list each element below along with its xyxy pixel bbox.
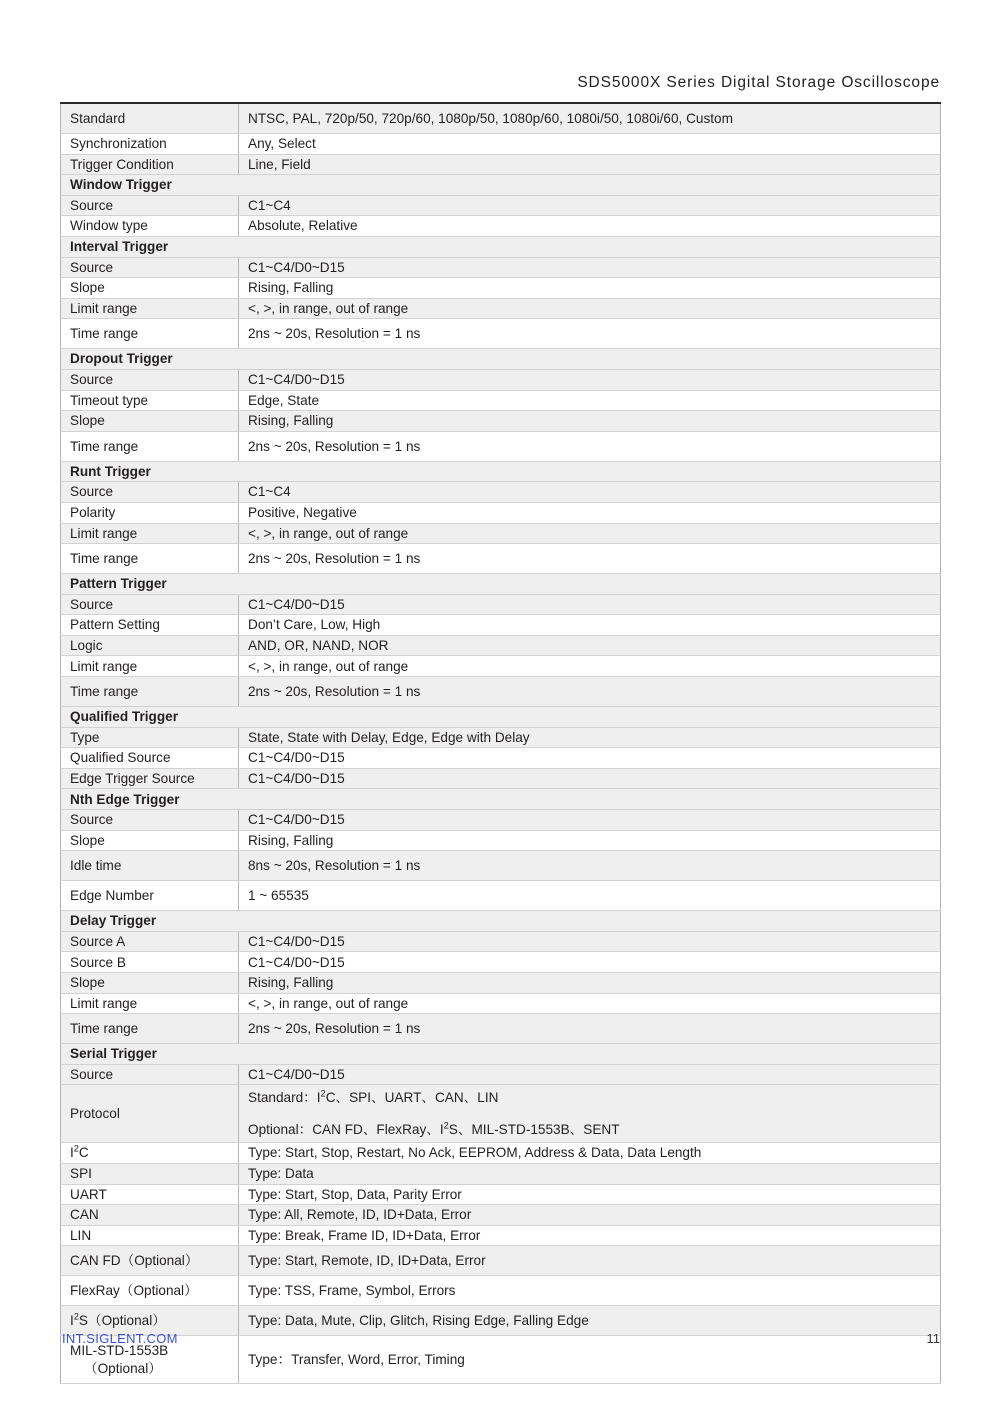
table-row [61, 1143, 941, 1164]
table-row [61, 1014, 941, 1044]
row-value: C1~C4/D0~D15 [239, 748, 941, 769]
section-title: Nth Edge Trigger [61, 789, 941, 810]
specifications-table-body [61, 103, 941, 1384]
row-label: Source B [61, 952, 239, 973]
section-title: Delay Trigger [61, 911, 941, 932]
row-value: <, >, in range, out of range [239, 656, 941, 677]
table-row [61, 298, 941, 319]
protocol-standard-line: Standard：$I^2C$、SPI、UART、CAN、LIN [248, 1088, 499, 1106]
row-label: Slope [61, 973, 239, 994]
footer-website-link[interactable]: INT.SIGLENT.COM [62, 1331, 178, 1346]
row-value: Type: Start, Stop, Restart, No Ack, EEPROM, Address & Data, Data Length [239, 1143, 941, 1164]
row-label: Qualified Source [61, 748, 239, 769]
table-section-header-row [61, 175, 941, 196]
row-value: <, >, in range, out of range [239, 298, 941, 319]
row-label: Source [61, 482, 239, 503]
row-value: 2ns ~ 20s, Resolution = 1 ns [239, 1014, 941, 1044]
table-section-header-row [61, 236, 941, 257]
table-row [61, 523, 941, 544]
row-value: C1~C4/D0~D15 [239, 594, 941, 615]
row-label: Standard [61, 103, 239, 134]
table-row [61, 544, 941, 574]
row-value: <, >, in range, out of range [239, 523, 941, 544]
row-label: LIN [61, 1225, 239, 1246]
row-value: Type: Data [239, 1163, 941, 1184]
section-title: Window Trigger [61, 175, 941, 196]
row-value: Rising, Falling [239, 830, 941, 851]
row-value: NTSC, PAL, 720p/50, 720p/60, 1080p/50, 1080p/60, 1080i/50, 1080i/60, Custom [239, 103, 941, 134]
table-row [61, 931, 941, 952]
row-label-line1: MIL-STD-1553B [70, 1343, 169, 1359]
row-label: Slope [61, 830, 239, 851]
row-value: Edge, State [239, 390, 941, 411]
row-label: Source [61, 810, 239, 831]
row-label: Edge Trigger Source [61, 768, 239, 789]
table-section-header-row [61, 461, 941, 482]
row-value: 2ns ~ 20s, Resolution = 1 ns [239, 319, 941, 349]
table-row [61, 851, 941, 881]
table-section-header-row [61, 707, 941, 728]
row-value: 2ns ~ 20s, Resolution = 1 ns [239, 677, 941, 707]
row-label: Logic [61, 635, 239, 656]
table-row [61, 431, 941, 461]
row-value: Type：Transfer, Word, Error, Timing [239, 1336, 941, 1384]
table-row [61, 993, 941, 1014]
table-row [61, 1163, 941, 1184]
row-label: Synchronization [61, 134, 239, 155]
row-value: 2ns ~ 20s, Resolution = 1 ns [239, 544, 941, 574]
section-title: Dropout Trigger [61, 349, 941, 370]
table-row [61, 1064, 941, 1085]
table-section-header-row [61, 574, 941, 595]
row-value: Type: Start, Stop, Data, Parity Error [239, 1184, 941, 1205]
row-label: Slope [61, 278, 239, 299]
row-label: Edge Number [61, 881, 239, 911]
footer-page-number: 11 [926, 1331, 940, 1346]
table-row [61, 1276, 941, 1306]
section-title: Qualified Trigger [61, 707, 941, 728]
table-row [61, 952, 941, 973]
row-label: Source [61, 257, 239, 278]
table-row [61, 768, 941, 789]
table-row [61, 727, 941, 748]
section-title: Pattern Trigger [61, 574, 941, 595]
row-value: C1~C4/D0~D15 [239, 369, 941, 390]
table-row [61, 656, 941, 677]
row-label: Time range [61, 319, 239, 349]
row-label: Source [61, 594, 239, 615]
table-row [61, 830, 941, 851]
specifications-table [60, 102, 941, 1384]
row-label: Time range [61, 677, 239, 707]
row-value: State, State with Delay, Edge, Edge with Delay [239, 727, 941, 748]
row-label-line2: （Optional） [84, 1360, 162, 1376]
row-value: C1~C4/D0~D15 [239, 931, 941, 952]
table-row [61, 881, 941, 911]
row-value: C1~C4/D0~D15 [239, 1064, 941, 1085]
row-label: Source [61, 195, 239, 216]
row-value: C1~C4/D0~D15 [239, 768, 941, 789]
row-label: Source [61, 369, 239, 390]
table-row [61, 278, 941, 299]
table-row [61, 1306, 941, 1336]
row-value: 2ns ~ 20s, Resolution = 1 ns [239, 431, 941, 461]
row-label: Limit range [61, 993, 239, 1014]
row-label: Limit range [61, 523, 239, 544]
row-value: <, >, in range, out of range [239, 993, 941, 1014]
table-row [61, 1205, 941, 1226]
table-row [61, 257, 941, 278]
row-label: Time range [61, 544, 239, 574]
row-label: Time range [61, 431, 239, 461]
row-label: FlexRay（Optional） [61, 1276, 239, 1306]
row-label: Window type [61, 216, 239, 237]
row-value: 8ns ~ 20s, Resolution = 1 ns [239, 851, 941, 881]
row-label: Timeout type [61, 390, 239, 411]
row-label: Time range [61, 1014, 239, 1044]
row-label: CAN [61, 1205, 239, 1226]
table-section-header-row [61, 911, 941, 932]
row-value: C1~C4 [239, 195, 941, 216]
row-value: Rising, Falling [239, 278, 941, 299]
table-row [61, 103, 941, 134]
table-row [61, 1184, 941, 1205]
page-header-title: SDS5000X Series Digital Storage Oscilloscope [577, 74, 940, 91]
row-label: Polarity [61, 502, 239, 523]
row-value: C1~C4/D0~D15 [239, 257, 941, 278]
row-value: Type: Start, Remote, ID, ID+Data, Error [239, 1246, 941, 1276]
row-value: Positive, Negative [239, 502, 941, 523]
row-value: C1~C4/D0~D15 [239, 952, 941, 973]
row-label: Source A [61, 931, 239, 952]
row-value: Rising, Falling [239, 973, 941, 994]
section-title: Serial Trigger [61, 1044, 941, 1065]
table-row [61, 482, 941, 503]
table-row [61, 1225, 941, 1246]
table-section-header-row [61, 349, 941, 370]
table-row [61, 635, 941, 656]
row-label: Limit range [61, 298, 239, 319]
table-row [61, 1246, 941, 1276]
row-value: 1 ~ 65535 [239, 881, 941, 911]
table-row [61, 154, 941, 175]
row-label: Trigger Condition [61, 154, 239, 175]
row-value: Don’t Care, Low, High [239, 615, 941, 636]
table-row [61, 748, 941, 769]
row-value: Type: All, Remote, ID, ID+Data, Error [239, 1205, 941, 1226]
row-value: Any, Select [239, 134, 941, 155]
table-row [61, 973, 941, 994]
row-label: UART [61, 1184, 239, 1205]
row-label: SPI [61, 1163, 239, 1184]
row-value: Type: TSS, Frame, Symbol, Errors [239, 1276, 941, 1306]
row-label: Idle time [61, 851, 239, 881]
table-row [61, 390, 941, 411]
row-label: Protocol [61, 1085, 239, 1143]
row-label: Pattern Setting [61, 615, 239, 636]
table-row [61, 411, 941, 432]
table-section-header-row [61, 1044, 941, 1065]
row-value: AND, OR, NAND, NOR [239, 635, 941, 656]
table-section-header-row [61, 789, 941, 810]
protocol-optional-line: Optional：CAN FD、FlexRay、$I^2S$、MIL-STD-1553B、SENT [248, 1120, 620, 1137]
row-value: C1~C4/D0~D15 [239, 810, 941, 831]
row-label: $I^2C$ [61, 1143, 239, 1164]
row-label: Slope [61, 411, 239, 432]
section-title: Interval Trigger [61, 236, 941, 257]
table-row [61, 810, 941, 831]
row-label: CAN FD（Optional） [61, 1246, 239, 1276]
table-row [61, 134, 941, 155]
table-row [61, 1085, 941, 1143]
row-label: $I^2S(Optional)$ [61, 1306, 239, 1336]
table-row [61, 216, 941, 237]
table-row [61, 677, 941, 707]
row-label: Type [61, 727, 239, 748]
section-title: Runt Trigger [61, 461, 941, 482]
table-row [61, 594, 941, 615]
row-value: Absolute, Relative [239, 216, 941, 237]
table-row [61, 369, 941, 390]
row-label: Source [61, 1064, 239, 1085]
row-value: Type: Break, Frame ID, ID+Data, Error [239, 1225, 941, 1246]
row-value: Line, Field [239, 154, 941, 175]
table-row [61, 615, 941, 636]
row-value: Type: Data, Mute, Clip, Glitch, Rising Edge, Falling Edge [239, 1306, 941, 1336]
table-row [61, 502, 941, 523]
row-value: C1~C4 [239, 482, 941, 503]
table-row [61, 195, 941, 216]
row-label: Limit range [61, 656, 239, 677]
row-value: Rising, Falling [239, 411, 941, 432]
row-value [239, 1085, 941, 1143]
table-row [61, 319, 941, 349]
table-row [61, 1336, 941, 1384]
